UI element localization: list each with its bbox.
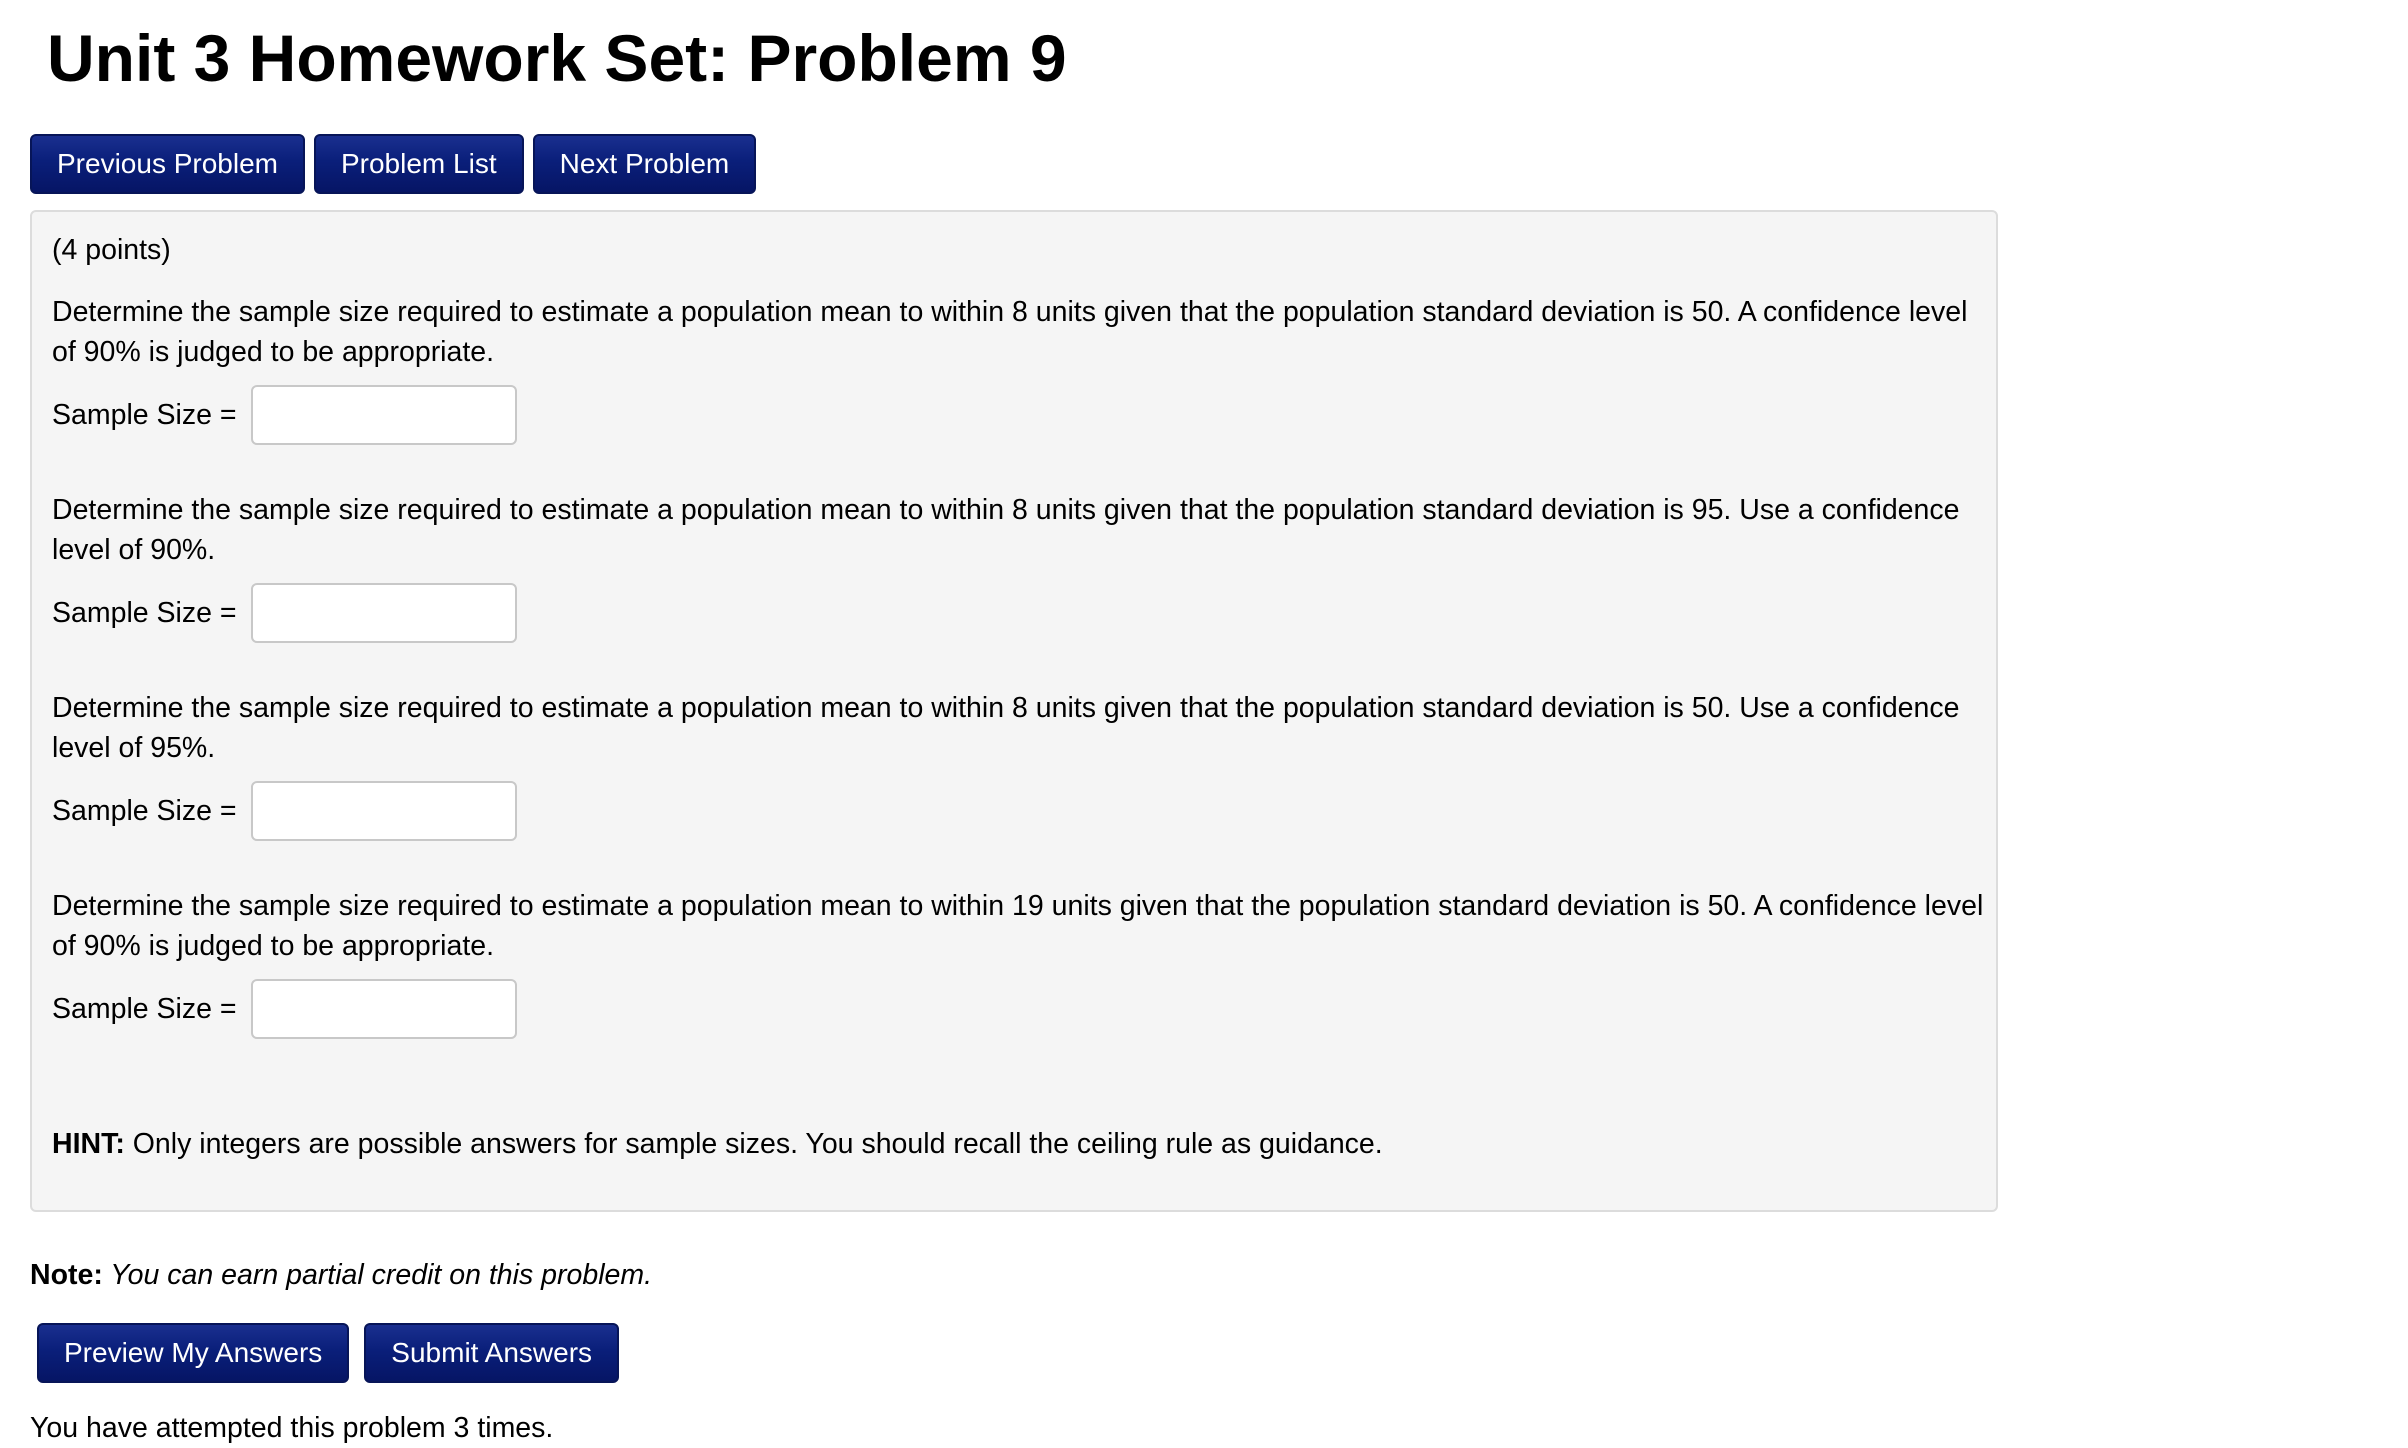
answer-row-1 (52, 385, 517, 445)
hint-text: Only integers are possible answers for sample sizes. You should recall the ceiling rule as guidance. (124, 1128, 1383, 1160)
next-problem-button[interactable]: Next Problem (533, 134, 757, 194)
question-1-text: Determine the sample size required to estimate a population mean to within 8 units given that the population standard deviation is 50. A confidence level of 90% is judged to be appropriate. (52, 296, 1968, 368)
previous-problem-button[interactable]: Previous Problem (30, 134, 305, 194)
problem-list-button[interactable]: Problem List (314, 134, 524, 194)
question-4-text: Determine the sample size required to estimate a population mean to within 19 units given that the population standard deviation is 50. A confidence level of 90% is judged to be appropriate. (52, 890, 1984, 962)
problem-body (30, 210, 1998, 1212)
page-title: Unit 3 Homework Set: Problem 9 (47, 21, 1067, 95)
question-3-text: Determine the sample size required to estimate a population mean to within 8 units given that the population standard deviation is 50. Use a confidence level of 95%. (52, 692, 1960, 764)
answer-row-3 (52, 781, 517, 841)
note-label: Note: (30, 1259, 103, 1291)
problem-navigation (30, 134, 756, 194)
partial-credit-note (30, 1255, 652, 1295)
hint (52, 1124, 1383, 1164)
attempts-status: You have attempted this problem 3 times. (30, 1412, 554, 1444)
answer-2-label: Sample Size = (52, 597, 237, 629)
answer-4-label: Sample Size = (52, 993, 237, 1025)
answer-3-label: Sample Size = (52, 795, 237, 827)
note-text: You can earn partial credit on this problem. (102, 1259, 653, 1291)
preview-answers-button[interactable]: Preview My Answers (37, 1323, 349, 1383)
answer-actions (37, 1323, 619, 1383)
answer-row-2 (52, 583, 517, 643)
sample-size-input-3[interactable] (251, 781, 517, 841)
sample-size-input-1[interactable] (251, 385, 517, 445)
sample-size-input-4[interactable] (251, 979, 517, 1039)
question-2-text: Determine the sample size required to estimate a population mean to within 8 units given that the population standard deviation is 95. Use a confidence level of 90%. (52, 494, 1960, 566)
submit-answers-button[interactable]: Submit Answers (364, 1323, 619, 1383)
hint-label: HINT: (52, 1128, 125, 1160)
sample-size-input-2[interactable] (251, 583, 517, 643)
answer-row-4 (52, 979, 517, 1039)
problem-points: (4 points) (52, 234, 171, 266)
answer-1-label: Sample Size = (52, 399, 237, 431)
